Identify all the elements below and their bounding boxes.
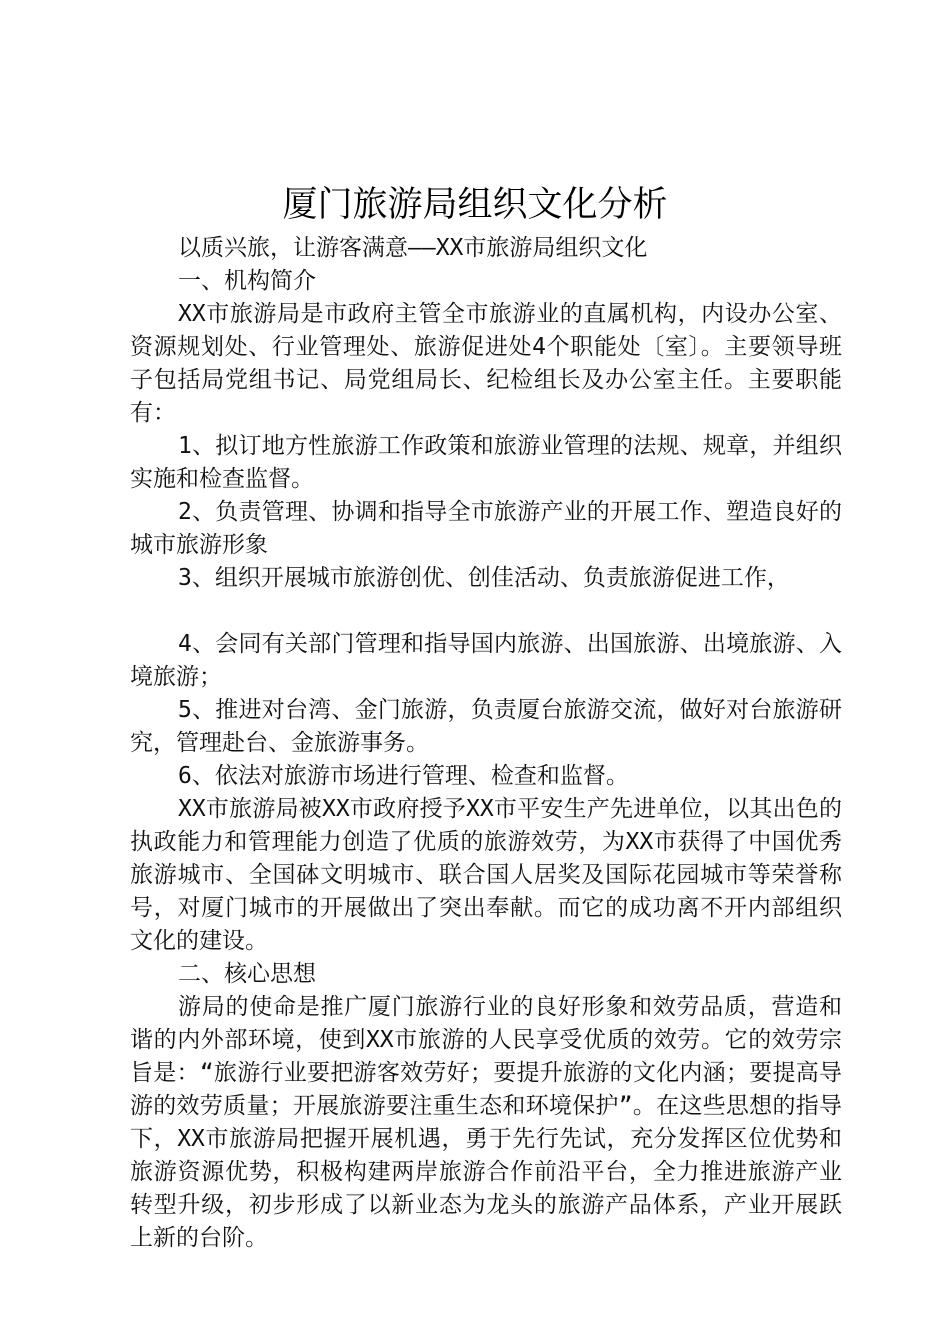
achievements-paragraph: XX市旅游局被XX市政府授予XX市平安生产先进单位，以其出色的执政能力和管理能力创造了优质的旅游效劳，为XX市获得了中国优秀旅游城市、全国砵文明城市、联合国人居奖及国际花园城市等荣誉称号，对厦门城市的开展做出了突出奉献。而它的成功离不开内部组织文化的建设。 [130, 796, 842, 954]
duty-item-3: 3、组织开展城市旅游创优、创佳活动、负责旅游促进工作， [178, 565, 790, 591]
section-heading-core-ideas: 二、核心思想 [178, 961, 316, 987]
duty-item-6: 6、依法对旅游市场进行管理、检查和监督。 [178, 763, 629, 789]
mission-paragraph: 游局的使命是推广厦门旅游行业的良好形象和效劳品质，营造和谐的内外部环境，使到XX市旅游的人民享受优质的效劳。它的效劳宗旨是：“旅游行业要把游客效劳好；要提升旅游的文化内涵；要提高导游的效劳质量；开展旅游要注重生态和环境保护”。在这些思想的指导下，XX市旅游局把握开展机遇，勇于先行先试，充分发挥区位优势和旅游资源优势，积极构建两岸旅游合作前沿平台，全力推进旅游产业转型升级，初步形成了以新业态为龙头的旅游产品体系，产业开展跃上新的台阶。 [130, 994, 842, 1251]
duty-item-5: 5、推进对台湾、金门旅游，负责厦台旅游交流，做好对台旅游研究，管理赴台、金旅游事务。 [130, 697, 842, 756]
document-body [130, 232, 842, 1255]
document-title: 厦门旅游局组织文化分析 [282, 185, 668, 225]
intro-paragraph: XX市旅游局是市政府主管全市旅游业的直属机构，内设办公室、资源规划处、行业管理处、旅游促进处4个职能处〔室〕。主要领导班子包括局党组书记、局党组局长、纪检组长及办公室主任。主要职能有： [130, 301, 842, 426]
subtitle-paragraph: 以质兴旅，让游客满意——XX市旅游局组织文化 [178, 235, 648, 261]
duty-item-2: 2、负责管理、协调和指导全市旅游产业的开展工作、塑造良好的城市旅游形象 [130, 499, 842, 558]
section-heading-organization: 一、机构简介 [178, 268, 316, 294]
duty-item-4: 4、会同有关部门管理和指导国内旅游、出国旅游、出境旅游、入境旅游； [130, 631, 842, 690]
blank-line [130, 595, 842, 628]
duty-item-1: 1、拟订地方性旅游工作政策和旅游业管理的法规、规章，并组织实施和检查监督。 [130, 433, 842, 492]
